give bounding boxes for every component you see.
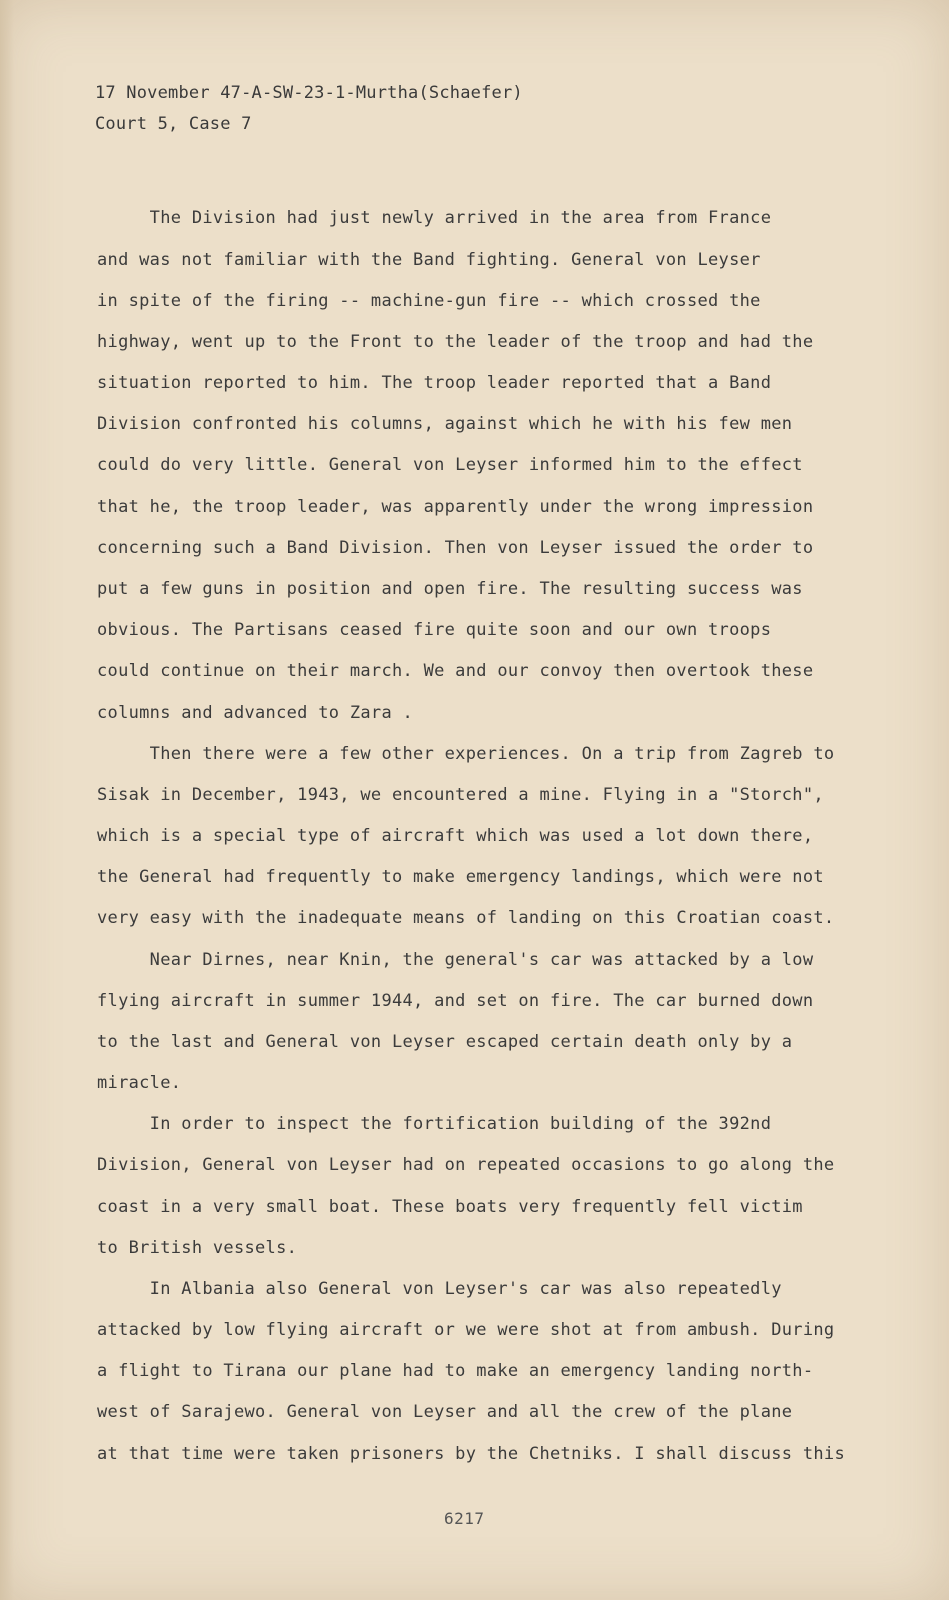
paper-edge-shadow: [0, 0, 14, 1600]
text-line: to the last and General von Leyser escaped certain death only by a: [97, 1032, 793, 1052]
text-line: west of Sarajewo. General von Leyser and all the crew of the plane: [97, 1402, 793, 1422]
header-line-date-reference: 17 November 47-A-SW-23-1-Murtha(Schaefer): [95, 83, 523, 103]
text-line: put a few guns in position and open fire. The resulting success was: [97, 579, 803, 599]
text-line: The Division had just newly arrived in the area from France: [97, 208, 772, 228]
text-line: the General had frequently to make emergency landings, which were not: [97, 867, 824, 887]
text-line: that he, the troop leader, was apparently under the wrong impression: [97, 497, 814, 517]
text-line: could continue on their march. We and our convoy then overtook these: [97, 661, 814, 681]
text-line: In Albania also General von Leyser's car was also repeatedly: [97, 1279, 782, 1299]
text-line: In order to inspect the fortification building of the 392nd: [97, 1114, 772, 1134]
text-line: columns and advanced to Zara .: [97, 703, 414, 723]
text-line: coast in a very small boat. These boats very frequently fell victim: [97, 1197, 803, 1217]
text-line: which is a special type of aircraft which was used a lot down there,: [97, 826, 814, 846]
text-line: obvious. The Partisans ceased fire quite soon and our own troops: [97, 620, 772, 640]
text-line: situation reported to him. The troop leader reported that a Band: [97, 373, 772, 393]
text-line: Then there were a few other experiences. On a trip from Zagreb to: [97, 744, 835, 764]
text-line: attacked by low flying aircraft or we were shot at from ambush. During: [97, 1320, 835, 1340]
page-number: 6217: [444, 1509, 485, 1528]
text-line: concerning such a Band Division. Then von Leyser issued the order to: [97, 538, 814, 558]
text-line: highway, went up to the Front to the leader of the troop and had the: [97, 332, 814, 352]
text-line: Division, General von Leyser had on repeated occasions to go along the: [97, 1155, 835, 1175]
text-line: to British vessels.: [97, 1238, 298, 1258]
text-line: at that time were taken prisoners by the Chetniks. I shall discuss this: [97, 1444, 845, 1464]
text-line: Sisak in December, 1943, we encountered a mine. Flying in a "Storch",: [97, 785, 824, 805]
text-line: Division confronted his columns, against which he with his few men: [97, 414, 793, 434]
header-line-court-case: Court 5, Case 7: [95, 114, 252, 134]
text-line: miracle.: [97, 1073, 182, 1093]
text-line: could do very little. General von Leyser informed him to the effect: [97, 455, 803, 475]
text-line: Near Dirnes, near Knin, the general's car was attacked by a low: [97, 950, 814, 970]
text-line: flying aircraft in summer 1944, and set on fire. The car burned down: [97, 991, 814, 1011]
text-line: very easy with the inadequate means of landing on this Croatian coast.: [97, 908, 835, 928]
text-line: and was not familiar with the Band fighting. General von Leyser: [97, 250, 761, 270]
text-line: in spite of the firing -- machine-gun fire -- which crossed the: [97, 291, 761, 311]
document-header: [95, 78, 523, 140]
text-line: a flight to Tirana our plane had to make an emergency landing north-: [97, 1361, 814, 1381]
